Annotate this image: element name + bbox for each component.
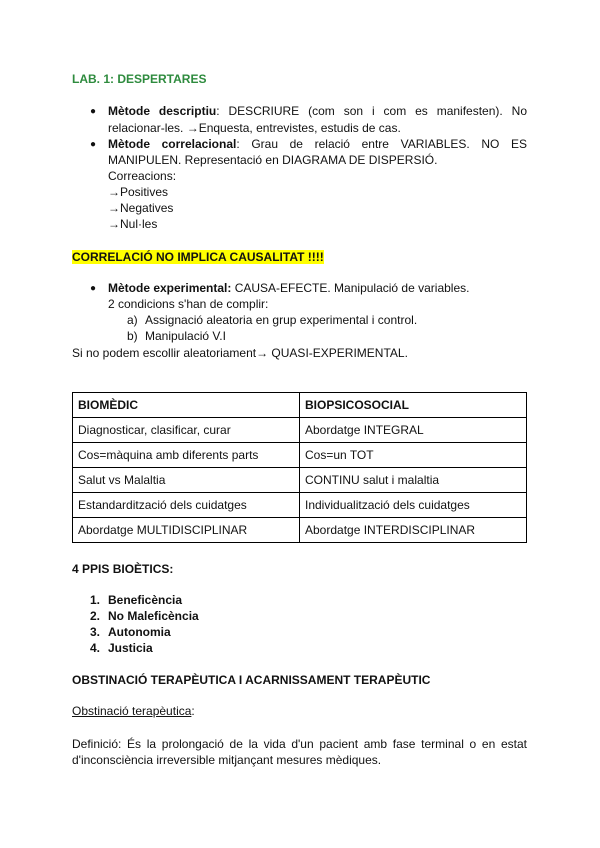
method-correlacional-line2: MANIPULEN. Representació en DIAGRAMA DE DISPERSIÓ. [108,153,438,167]
table-row [73,443,527,468]
method-correlacional-line1 [108,137,527,151]
bullet-icon: ● [90,106,97,117]
condition-text: Manipulació V.I [145,329,226,343]
condition-marker: a) [127,313,138,327]
table-cell: Diagnosticar, clasificar, curar [73,418,300,443]
bullet-icon: ● [90,139,97,150]
table-header-cell: BIOMÈDIC [73,393,300,418]
method-descriptiu-label: Mètode descriptiu [108,104,217,118]
ppis-item: Beneficència [108,593,183,607]
table-row [73,468,527,493]
ppis-item: Autonomia [108,625,171,639]
table-cell: Estandardització dels cuidatges [73,493,300,518]
bullet-icon: ● [90,283,97,294]
obstinacio-title: OBSTINACIÓ TERAPÈUTICA I ACARNISSAMENT TERAPÈUTIC [72,673,431,687]
table-header-row [73,393,527,418]
method-experimental-label: Mètode experimental: [108,281,232,295]
table-row [73,418,527,443]
comparison-table [72,392,527,543]
table-cell: Abordatge INTEGRAL [300,418,527,443]
condition-marker: b) [127,329,138,343]
table-row [73,518,527,543]
definition-line1: Definició: És la prolongació de la vida d'un pacient amb fase terminal o en estat [72,737,527,751]
ppis-number: 3. [90,625,101,639]
ppis-item: Justicia [108,641,153,655]
conditions-intro: 2 condicions s'han de complir: [108,297,269,311]
table-cell: Abordatge INTERDISCIPLINAR [300,518,527,543]
table-cell: CONTINU salut i malaltia [300,468,527,493]
condition-text: Assignació aleatoria en grup experimental i control. [145,313,418,327]
table-cell: Cos=màquina amb diferents parts [73,443,300,468]
method-experimental-line [108,281,469,295]
quasi-experimental-note: Si no podem escollir aleatoriament→ QUASI-EXPERIMENTAL. [72,346,408,360]
ppis-number: 2. [90,609,101,623]
ppis-number: 4. [90,641,101,655]
table-cell: Salut vs Malaltia [73,468,300,493]
table-row [73,493,527,518]
method-descriptiu-line1 [108,104,527,118]
correlacions-heading: Correacions: [108,169,177,183]
obstinacio-subtitle-line [72,704,195,718]
table-cell: Cos=un TOT [300,443,527,468]
ppis-title: 4 PPIS BIOÈTICS: [72,562,174,576]
correlacio-item: →Nul·les [108,217,158,231]
obstinacio-subtitle: Obstinació terapèutica [72,704,192,718]
definition-line2: d'inconsciència irreversible mitjançant mesures mèdiques. [72,753,382,767]
method-descriptiu-text1: : DESCRIURE (com son i com es manifesten). No [216,104,527,118]
highlight-text: CORRELACIÓ NO IMPLICA CAUSALITAT !!!! [72,250,324,264]
ppis-item: No Maleficència [108,609,199,623]
highlight-warning [72,250,324,264]
method-correlacional-label: Mètode correlacional [108,137,237,151]
table-cell: Abordatge MULTIDISCIPLINAR [73,518,300,543]
method-descriptiu-line2: relacionar-les. →Enquesta, entrevistes, estudis de cas. [108,121,401,135]
correlacio-item: →Positives [108,185,169,199]
lab-title: LAB. 1: DESPERTARES [72,72,207,86]
method-correlacional-text1: : Grau de relació entre VARIABLES. NO ES [236,137,527,151]
method-experimental-text: CAUSA-EFECTE. Manipulació de variables. [231,281,470,295]
table-header-cell: BIOPSICOSOCIAL [300,393,527,418]
correlacio-item: →Negatives [108,201,174,215]
table-cell: Individualització dels cuidatges [300,493,527,518]
obstinacio-colon: : [191,704,195,718]
ppis-number: 1. [90,593,101,607]
